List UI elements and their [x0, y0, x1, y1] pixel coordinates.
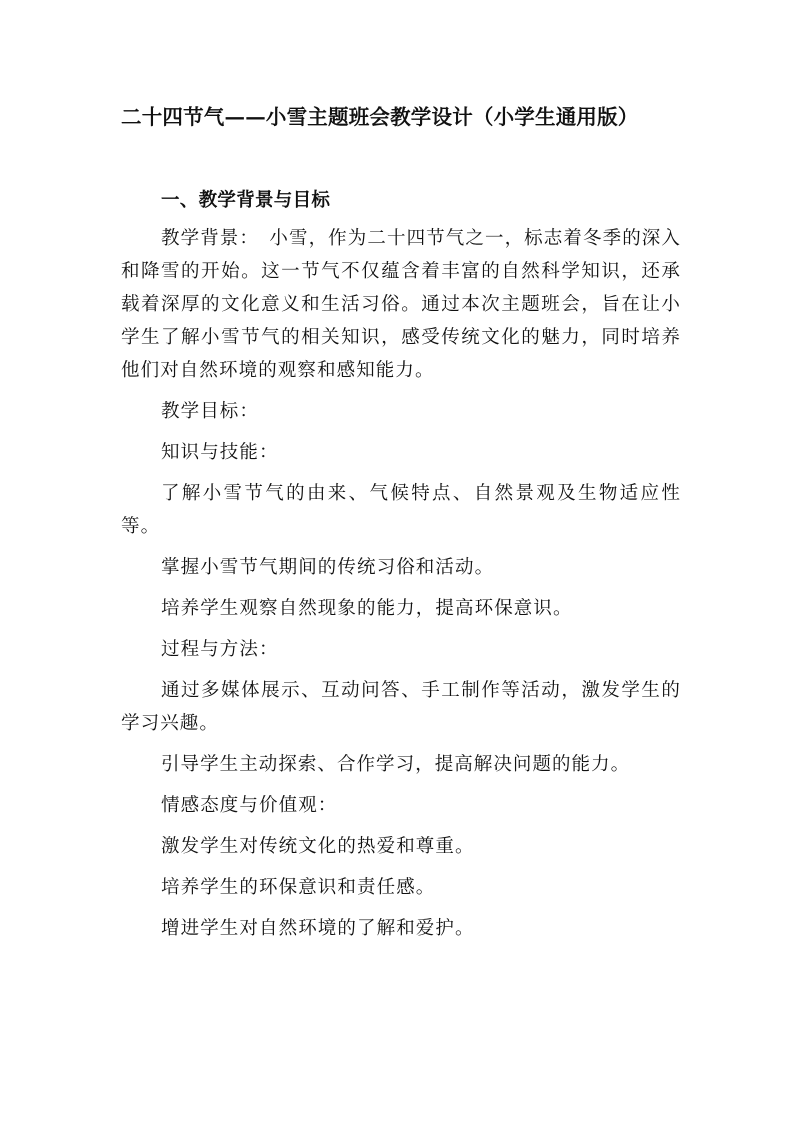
- document-title: 二十四节气——小雪主题班会教学设计（小学生通用版）: [121, 105, 639, 129]
- emotion-label: 情感态度与价值观：: [161, 795, 338, 816]
- process-item: 引导学生主动探索、合作学习，提高解决问题的能力。: [161, 754, 631, 775]
- emotion-item: 增进学生对自然环境的了解和爱护。: [161, 918, 475, 939]
- emotion-item: 激发学生对传统文化的热爱和尊重。: [161, 836, 475, 857]
- process-item: 通过多媒体展示、互动问答、手工制作等活动，激发学生的学习兴趣。: [121, 680, 681, 734]
- knowledge-item: 了解小雪节气的由来、气候特点、自然景观及生物适应性等。: [121, 483, 681, 537]
- background-paragraph: 教学背景： 小雪，作为二十四节气之一，标志着冬季的深入和降雪的开始。这一节气不仅蕴含着丰富的自然科学知识，还承载着深厚的文化意义和生活习俗。通过本次主题班会，旨在让小学生了解小雪节气的相关知识，感受传统文化的魅力，同时培养他们对自然环境的观察和感知能力。: [121, 228, 681, 381]
- goals-label: 教学目标：: [161, 401, 260, 422]
- emotion-item: 培养学生的环保意识和责任感。: [161, 877, 436, 898]
- document-content: [121, 102, 681, 953]
- knowledge-label: 知识与技能：: [161, 442, 279, 463]
- process-label: 过程与方法：: [161, 639, 279, 660]
- section-heading: 一、教学背景与目标: [161, 190, 331, 211]
- knowledge-item: 培养学生观察自然现象的能力，提高环保意识。: [161, 598, 573, 619]
- knowledge-item: 掌握小雪节气期间的传统习俗和活动。: [161, 557, 495, 578]
